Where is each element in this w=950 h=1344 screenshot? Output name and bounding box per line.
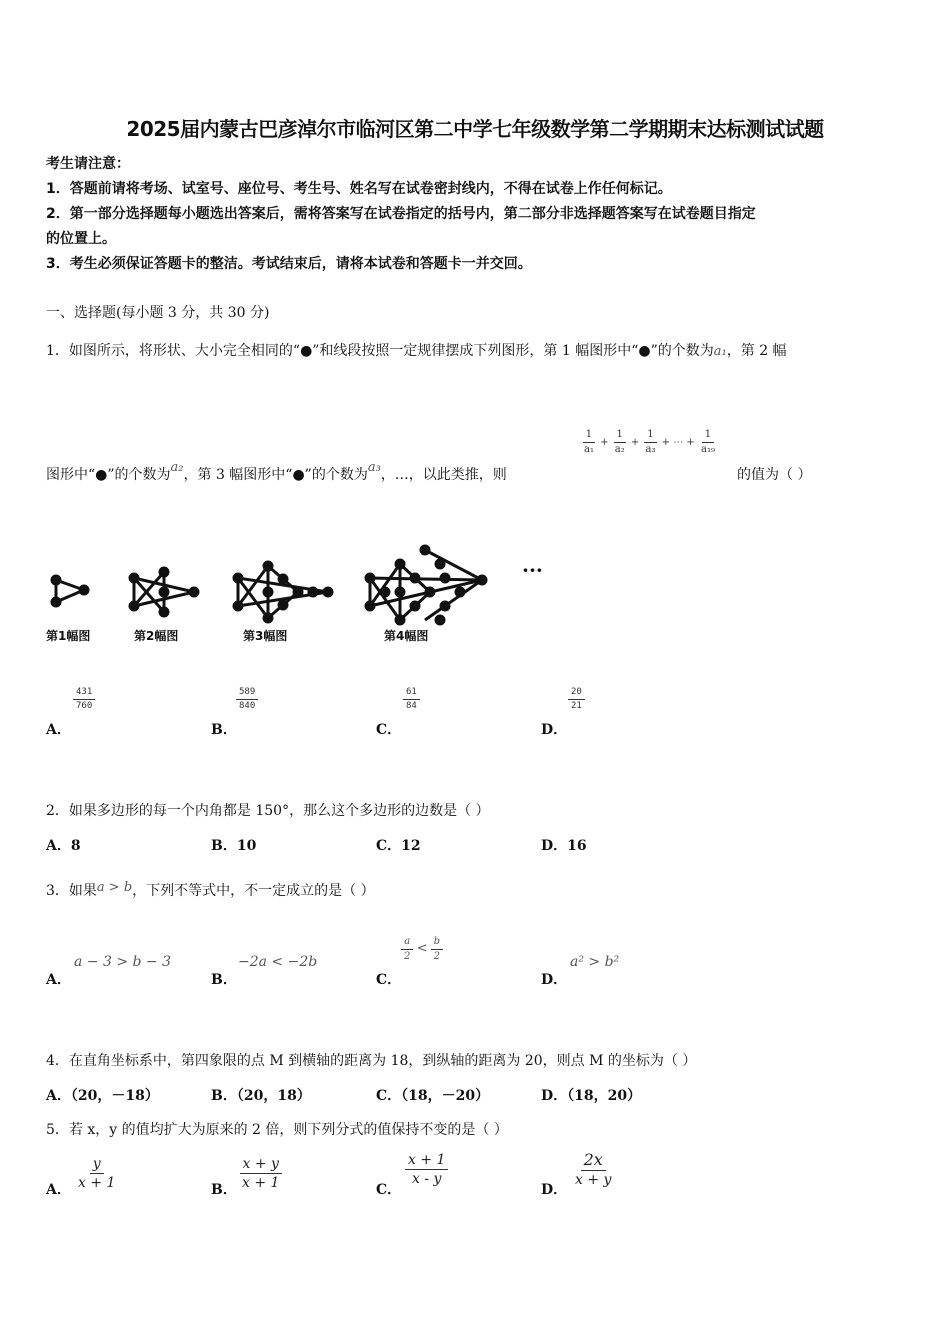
q2-option-a: A．8 (46, 838, 81, 854)
q1-option-b-value: $\frac{589}{840}$ (236, 688, 258, 711)
q4-option-b: B．（20，18） (211, 1088, 311, 1104)
q3-option-b-expr: −2a < −2b (238, 954, 318, 970)
figure-4 (366, 546, 486, 624)
q5-option-c-label: C． (376, 1182, 402, 1198)
figure-2 (130, 568, 198, 616)
q2-option-d: D．16 (541, 838, 587, 854)
q1-option-c-value: $\frac{61}{84}$ (403, 688, 420, 711)
q3-option-d-label: D． (541, 972, 568, 988)
q3-option-a-label: A． (46, 972, 71, 988)
q2-text: 2．如果多边形的每一个内角都是 150°，那么这个多边形的边数是（ ） (46, 803, 490, 819)
q5-option-c-fraction: $\frac{x + 1}{x - y}$ (405, 1153, 448, 1186)
q1-option-d-value: $\frac{20}{21}$ (568, 688, 585, 711)
q4-option-c: C．（18，－20） (376, 1088, 490, 1104)
section-heading: 一、选择题(每小题 3 分，共 30 分) (46, 305, 270, 321)
a2-symbol: a₂ (170, 460, 184, 475)
q3-option-d-expr: a² > b² (570, 954, 620, 970)
notice-line-3: 3．考生必须保证答题卡的整洁。考试结束后，请将本试卷和答题卡一并交回。 (46, 256, 532, 272)
q1-text-line2-end: 的值为（ ） (737, 467, 812, 483)
q5-option-d-label: D． (541, 1182, 568, 1198)
figure-3-label: 第3幅图 (243, 629, 288, 643)
q1-option-a-value: $\frac{431}{760}$ (73, 688, 95, 711)
q2-option-c: C．12 (376, 838, 421, 854)
q4-option-a: A．（20，－18） (46, 1088, 159, 1104)
page-title: 2025届内蒙古巴彦淖尔市临河区第二中学七年级数学第二学期期末达标测试试题 (126, 117, 824, 141)
q1-option-d-label: D． (541, 722, 568, 738)
figure-1 (52, 576, 88, 606)
q5-option-b-fraction: $\frac{x + y}{x + 1}$ (239, 1157, 282, 1190)
q5-option-a-label: A． (46, 1182, 71, 1198)
q1-option-c-label: C． (376, 722, 402, 738)
notice-line-2b: 的位置上。 (46, 231, 116, 247)
q5-option-b-label: B． (211, 1182, 237, 1198)
a1-symbol: a₁ (713, 344, 727, 359)
figure-4-label: 第4幅图 (384, 629, 429, 643)
q5-text: 5．若 x，y 的值均扩大为原来的 2 倍，则下列分式的值保持不变的是（ ） (46, 1122, 508, 1138)
q3-option-b-label: B． (211, 972, 237, 988)
figure-2-label: 第2幅图 (134, 629, 179, 643)
notice-line-1: 1．答题前请将考场、试室号、座位号、考生号、姓名写在试卷密封线内，不得在试卷上作任何标记。 (46, 181, 672, 197)
dot-pattern-figure (40, 538, 560, 648)
q5-option-a-fraction: $\frac{y}{x + 1}$ (78, 1156, 116, 1191)
notice-line-2a: 2．第一部分选择题每小题选出答案后，需将答案写在试卷指定的括号内，第二部分非选择题答案写在试卷题目指定 (46, 206, 756, 222)
q3-option-c-expr: $\frac{a}{2}$ < $\frac{b}{2}$ (401, 937, 443, 962)
q1-option-b-label: B． (211, 722, 237, 738)
q2-option-b: B．10 (211, 838, 257, 854)
q4-text: 4．在直角坐标系中，第四象限的点 M 到横轴的距离为 18，到纵轴的距离为 20，则点 M 的坐标为（ ） (46, 1053, 697, 1069)
figure-1-label: 第1幅图 (46, 629, 91, 643)
figure-3 (234, 562, 332, 622)
q3-text: 3．如果a > b，下列不等式中，不一定成立的是（ ） (46, 880, 375, 899)
sum-expression: $\frac{1}{\text{a₁}}$ + $\frac{1}{\text{a₂}}$ + $\frac{1}{\text{a₃}}$ + ⋯ + $\frac{1}{\text{a₁₉}}$ (584, 429, 715, 455)
q3-condition: a > b (96, 880, 133, 895)
q4-option-d: D．（18，20） (541, 1088, 642, 1104)
q1-text-line2: 图形中“●”的个数为a₂，第 3 幅图形中“●”的个数为a₃，…，以此类推，则 (46, 460, 507, 483)
figure-ellipsis: ··· (522, 558, 543, 582)
q1-text-line1: 1．如图所示，将形状、大小完全相同的“●”和线段按照一定规律摆成下列图形，第 1 幅图形中“●”的个数为a₁，第 2 幅 (46, 343, 787, 359)
q1-option-a-label: A． (46, 722, 71, 738)
notice-heading: 考生请注意： (46, 156, 130, 172)
q3-option-a-expr: a − 3 > b − 3 (74, 954, 172, 970)
a3-symbol: a₃ (367, 460, 381, 475)
q5-option-d-fraction: $\frac{2x}{x + y}$ (575, 1150, 612, 1188)
q3-option-c-label: C． (376, 972, 402, 988)
